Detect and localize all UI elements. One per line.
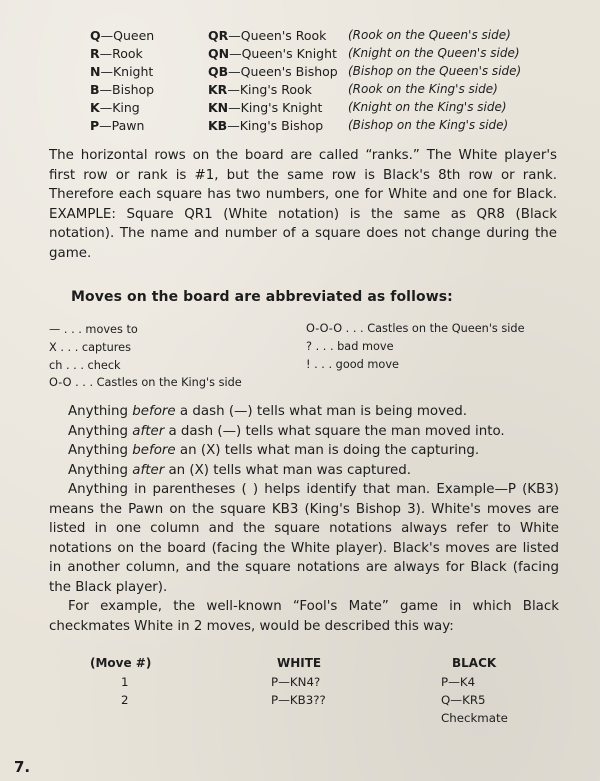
side-piece-description: (Bishop on the King's side) [348, 118, 509, 132]
parentheses-paragraph: Anything in parentheses ( ) helps identify that man. Example—P (KB3) means the Pawn on the square KB3 (King's Bishop 3). White's moves are listed in one column and the square notations always refer to White notations on the board (facing the White player). Black's moves are listed in another column, and the square notations are always for Black (facing the Black player). [49, 482, 559, 595]
side-piece-description: (Knight on the Queen's side) [348, 46, 520, 60]
legend-bad-move: ? . . . bad move [306, 340, 394, 353]
side-piece-name: —Queen's Bishop [228, 64, 338, 79]
piece-code: N [90, 64, 101, 79]
side-piece-name: —King's Knight [228, 100, 323, 115]
piece-code: K [90, 100, 100, 115]
rule-before-dash: Anything before a dash (—) tells what man is being moved. [68, 404, 468, 419]
side-piece-code: KR [208, 82, 228, 97]
white-move: P—KB3?? [271, 693, 326, 707]
abbreviation-row [0, 118, 600, 136]
rule-after-capture: Anything after an (X) tells what man was captured. [68, 462, 411, 478]
abbreviation-row [0, 100, 600, 118]
legend-good-move: ! . . . good move [306, 358, 399, 371]
piece-code: Q [90, 28, 101, 43]
ranks-paragraph: The horizontal rows on the board are called “ranks.” The White player's first row or rank is #1, but the same row is Black's 8th row or rank. Therefore each square has two numbers, one for White and one for Black. EXAMPLE: Square QR1 (White notation) is the same as QR8 (Black notation). The name and number of a square does not change during the game. [49, 148, 557, 261]
side-piece-name: —King's Bishop [227, 118, 324, 133]
abbreviation-row [0, 46, 600, 64]
piece-code: P [90, 118, 100, 133]
piece-name: —King [99, 100, 140, 115]
side-piece-description: (Rook on the Queen's side) [348, 28, 511, 42]
rule-after-dash: Anything after a dash (—) tells what square the man moved into. [68, 423, 505, 439]
side-piece-code: QR [208, 28, 229, 43]
abbreviation-row [0, 64, 600, 82]
notation-rules [49, 402, 559, 636]
piece-name: —Bishop [99, 82, 155, 97]
move-number: 2 [121, 693, 129, 707]
legend-captures: X . . . captures [49, 341, 132, 354]
abbreviation-row [0, 82, 600, 100]
black-header: BLACK [452, 656, 497, 670]
fools-mate-paragraph: For example, the well-known “Fool's Mate” game in which Black checkmates White in 2 moves, would be described this way: [49, 599, 559, 634]
side-piece-description: (Bishop on the Queen's side) [348, 64, 522, 78]
checkmate-result: Checkmate [441, 711, 508, 725]
piece-code: B [90, 82, 100, 97]
piece-name: —Pawn [99, 118, 145, 133]
white-move: P—KN4? [271, 675, 321, 689]
side-piece-name: —King's Rook [227, 82, 312, 97]
black-move: Q—KR5 [441, 693, 486, 707]
black-move: P—K4 [441, 675, 476, 689]
move-number: 1 [121, 675, 129, 689]
move-number-header: (Move #) [90, 656, 152, 670]
white-header: WHITE [277, 656, 322, 670]
page-number: 7. [14, 758, 31, 776]
legend-check: ch . . . check [49, 359, 121, 372]
piece-name: —Knight [100, 64, 154, 79]
legend-moves-to: — . . . moves to [49, 323, 138, 336]
rule-before-capture: Anything before an (X) tells what man is doing the capturing. [68, 443, 480, 458]
side-piece-code: QB [208, 64, 229, 79]
moves-heading: Moves on the board are abbreviated as follows: [71, 289, 453, 305]
legend-queenside-castle: O-O-O . . . Castles on the Queen's side [306, 322, 525, 335]
side-piece-description: (Rook on the King's side) [348, 82, 498, 96]
piece-code: R [90, 46, 100, 61]
abbreviation-row [0, 28, 600, 46]
side-piece-description: (Knight on the King's side) [348, 100, 507, 114]
side-piece-name: —Queen's Rook [228, 28, 327, 43]
legend-kingside-castle: O-O . . . Castles on the King's side [49, 376, 242, 389]
side-piece-code: KN [208, 100, 229, 115]
side-piece-name: —Queen's Knight [229, 46, 337, 61]
side-piece-code: QN [208, 46, 230, 61]
piece-name: —Queen [100, 28, 155, 43]
side-piece-code: KB [208, 118, 228, 133]
piece-name: —Rook [99, 46, 143, 61]
